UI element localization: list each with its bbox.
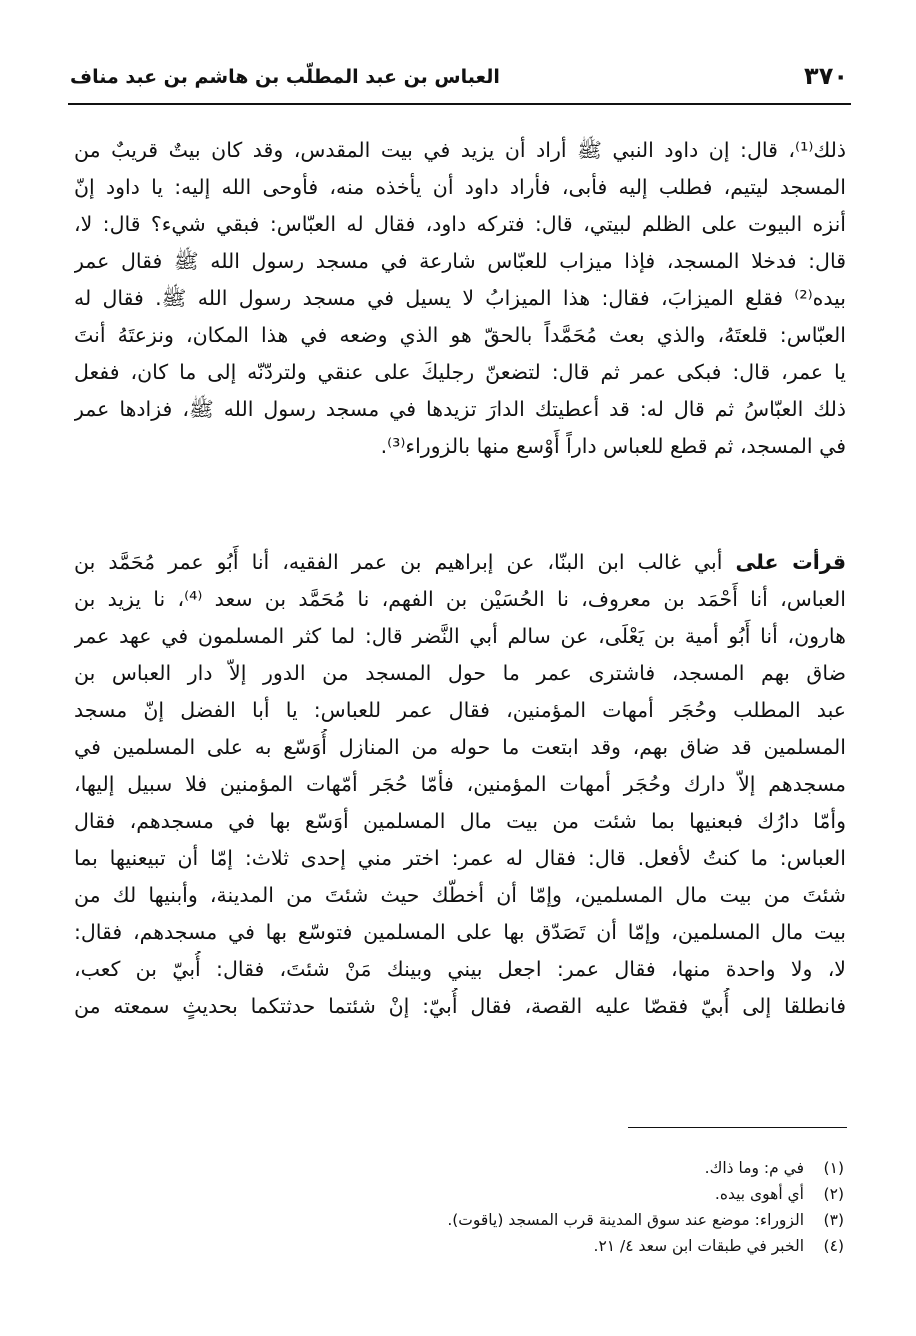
text-line-rest: أبي غالب ابن البنّا، عن إبراهيم بن عمر الفقيه، أنا أَبُو عمر مُحَمَّد بن xyxy=(74,550,736,574)
text-line: مسجدهم إلاّ دارك وحُجَر أمهات المؤمنين، فأمّا حُجَر أمّهات المؤمنين فلا سبيل إليها، xyxy=(74,772,846,796)
header-rule xyxy=(68,103,851,105)
text-line: ذلك العبّاسُ ثم قال له: قد أعطيتك الدارَ تزيدها في مسجد رسول الله ﷺ، فزادها عمر xyxy=(74,397,846,421)
footnote-number: (٤) xyxy=(823,1237,844,1255)
footnote-number: (١) xyxy=(823,1159,844,1177)
text-line: العبّاس: قلعتَهُ، والذي بعث مُحَمَّداً بالحقّ هو الذي وضعه في هذا المكان، ونزعتَهُ أنتَ xyxy=(74,323,846,347)
footnote-1 xyxy=(400,1155,844,1181)
text-line: بيده⁽²⁾ فقلع الميزابَ، فقال: هذا الميزابُ لا يسيل في مسجد رسول الله ﷺ. فقال له xyxy=(74,286,846,310)
footnote-rule xyxy=(628,1127,847,1128)
text-line: العباس، أنا أَحْمَد بن معروف، نا الحُسَيْن بن الفهم، نا مُحَمَّد بن سعد ⁽⁴⁾، نا يزيد بن xyxy=(74,587,846,611)
paragraph-2 xyxy=(74,544,846,1025)
text-line: ضاق بهم المسجد، فاشترى عمر ما حول المسجد من الدور إلاّ دار العباس بن xyxy=(74,661,846,685)
text-line: العباس: ما كنتُ لأفعل. قال: فقال له عمر: اختر مني إحدى ثلاث: إمّا أن تبيعنيها بما xyxy=(74,846,846,870)
footnote-number: (٢) xyxy=(823,1185,844,1203)
text-line: المسلمين قد ضاق بهم، وقد ابتعت ما حوله من المنازل أُوَسّع به على المسلمين في xyxy=(74,735,846,759)
text-line: يا عمر، قال: فبكى عمر ثم قال: لتضعنّ رجليكَ على عنقي ولتردّنّه إلى ما كان، ففعل xyxy=(74,360,846,384)
text-line: فانطلقا إلى أُبيّ فقصّا عليه القصة، فقال أُبيّ: إنْ شئتما حدثتكما بحديثٍ سمعته من xyxy=(74,994,846,1018)
footnote-number: (٣) xyxy=(823,1211,844,1229)
text-line: وأمّا دارُك فبعنيها بما شئت من بيت مال المسلمين أوَسّع بها في مسجدهم، فقال xyxy=(74,809,846,833)
text-line: في المسجد، ثم قطع للعباس داراً أَوْسع منها بالزوراء⁽³⁾. xyxy=(380,434,846,458)
footnote-3 xyxy=(400,1207,844,1233)
text-line: أنزه البيوت على الظلم لبيتي، قال: فتركه داود، فقال له العبّاس: فبقي شيء؟ قال: لا، xyxy=(74,212,846,236)
footnote-4 xyxy=(400,1233,844,1259)
text-line: عبد المطلب وحُجَر أمهات المؤمنين، فقال عمر للعباس: يا أبا الفضل إنّ مسجد xyxy=(74,698,846,722)
text-line: بيت مال المسلمين، وإمّا أن تَصَدّق بها على المسلمين فتوسّع بها في مسجدهم، فقال: xyxy=(74,920,846,944)
footnote-2 xyxy=(400,1181,844,1207)
paragraph-1 xyxy=(74,132,846,465)
text-line: المسجد ليتيم، فطلب إليه فأبى، فأراد داود أن يأخذه منه، فأوحى الله إليه: يا داود إنّ xyxy=(74,175,846,199)
running-title: العباس بن عبد المطلّب بن هاشم بن عبد مناف xyxy=(70,66,500,88)
page-number: ٣٧٠ xyxy=(804,62,848,90)
text-line: شئتَ من بيت مال المسلمين، وإمّا أن أخطّك حيث شئتَ من المدينة، وأبنيها لك من xyxy=(74,883,846,907)
text-line: لا، ولا واحدة منها، فقال عمر: اجعل بيني وبينك مَنْ شئتَ، فقال: أُبيّ بن كعب، xyxy=(74,957,846,981)
footnote-text: الخبر في طبقات ابن سعد ٤/ ٢١. xyxy=(593,1237,804,1255)
footnote-text: الزوراء: موضع عند سوق المدينة قرب المسجد (ياقوت). xyxy=(447,1211,804,1229)
text-line: قال: فدخلا المسجد، فإذا ميزاب للعبّاس شارعة في مسجد رسول الله ﷺ فقال عمر xyxy=(74,249,846,273)
paragraph-lead: قرأت على xyxy=(735,550,846,574)
footnote-text: أي أهوى بيده. xyxy=(714,1185,804,1203)
footnote-text: في م: وما ذاك. xyxy=(704,1159,804,1177)
footnotes xyxy=(400,1155,844,1259)
page-header xyxy=(70,60,850,100)
text-line: هارون، أنا أَبُو أمية بن يَعْلَى، عن سالم أبي النَّضر قال: لما كثر المسلمون في عهد عمر xyxy=(74,624,846,648)
text-line-first xyxy=(74,544,846,581)
text-line: ذلك⁽¹⁾، قال: إن داود النبي ﷺ أراد أن يزيد في بيت المقدس، وقد كان بيتٌ قريبٌ من xyxy=(74,138,846,162)
